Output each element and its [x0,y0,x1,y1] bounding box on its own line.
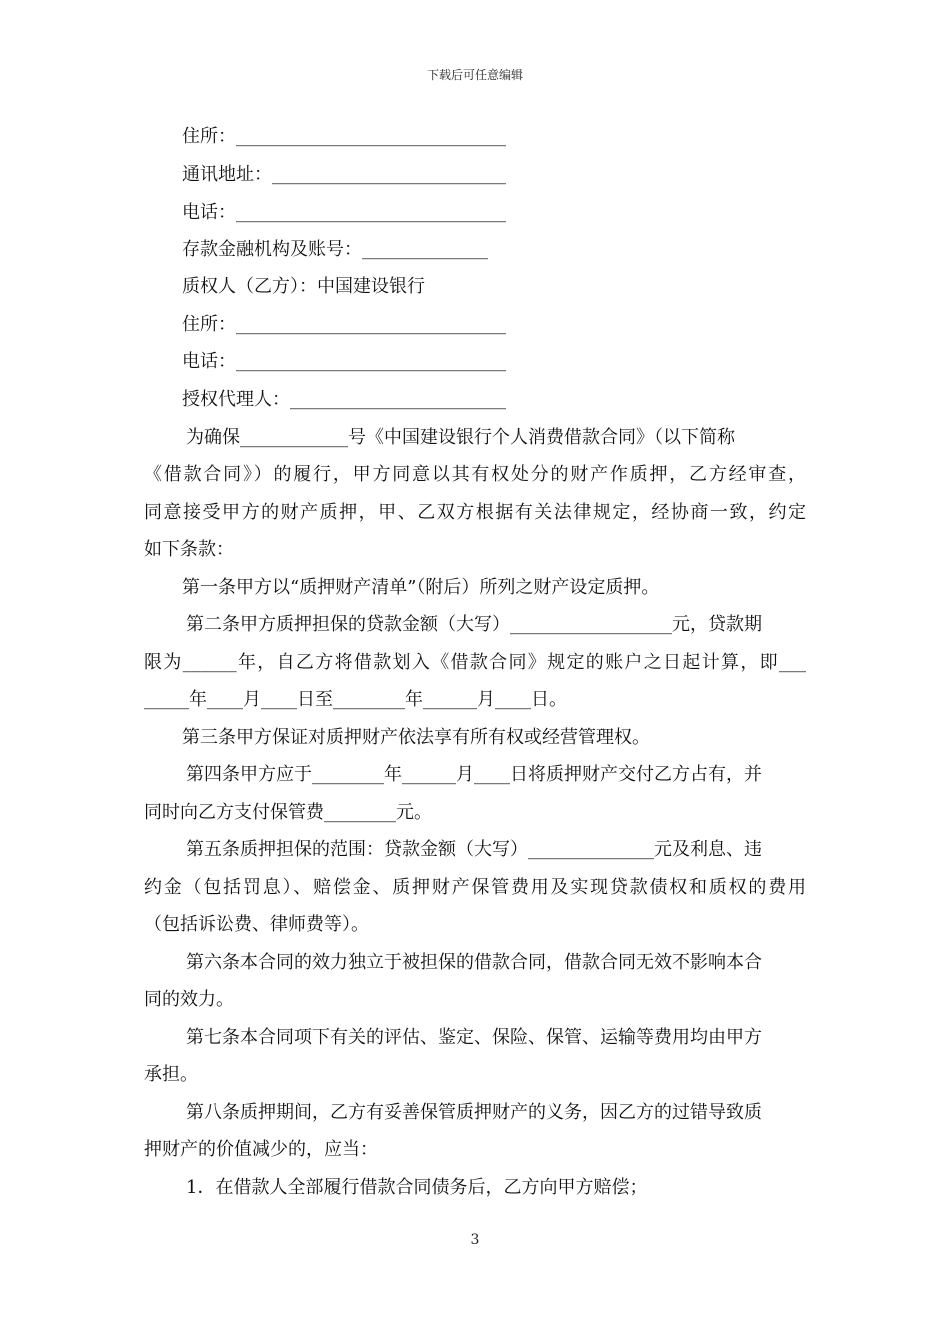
pledgee-address-field: 住所：______________________________ [182,314,506,335]
intro-line: 《借款合同》）的履行，甲方同意以其有权处分的财产作质押，乙方经审查， [144,464,806,485]
article-8-item-1: 1．在借款人全部履行借款合同债务后，乙方向甲方赔偿； [186,1177,648,1198]
article-1: 第一条甲方以“质押财产清单”（附后）所列之财产设定质押。 [182,577,660,598]
pledgee-title: 质权人（乙方）：中国建设银行 [182,276,425,297]
article-2-line: 第二条甲方质押担保的贷款金额（大写）__________________元，贷款期 [186,614,762,635]
article-7-line: 承担。 [144,1064,198,1085]
article-8-line: 押财产的价值减少的，应当： [144,1139,378,1160]
intro-line: 同意接受甲方的财产质押，甲、乙双方根据有关法律规定，经协商一致，约定 [144,502,806,523]
article-6-line: 同的效力。 [144,989,234,1010]
page-header: 下载后可任意编辑 [426,68,523,82]
article-6-line: 第六条本合同的效力独立于被担保的借款合同，借款合同无效不影响本合 [186,952,762,973]
article-8-line: 第八条质押期间，乙方有妥善保管质押财产的义务，因乙方的过错导致质 [186,1102,762,1123]
article-5-line: 约金（包括罚息）、赔偿金、质押财产保管费用及实现贷款债权和质权的费用 [144,877,806,898]
article-4-line: 同时向乙方支付保管费________元。 [144,802,432,823]
pledgee-agent-field: 授权代理人：________________________ [182,389,506,410]
pledgor-mailing-address-field: 通讯地址：__________________________ [182,164,506,185]
article-5-line: （包括诉讼费、律师费等）。 [144,914,369,935]
pledgor-phone-field: 电话：______________________________ [182,202,506,223]
intro-line: 如下条款： [144,539,234,560]
page-number: 3 [470,1232,480,1248]
pledgor-bank-account-field: 存款金融机构及账号：______________ [182,239,488,260]
article-7-line: 第七条本合同项下有关的评估、鉴定、保险、保管、运输等费用均由甲方 [186,1027,762,1048]
pledgee-phone-field: 电话：______________________________ [182,351,506,372]
intro-line: 为确保____________号《中国建设银行个人消费借款合同》（以下简称 [186,427,735,448]
article-3: 第三条甲方保证对质押财产依法享有所有权或经营管理权。 [182,727,650,748]
article-4-line: 第四条甲方应于________年______月____日将质押财产交付乙方占有，并 [186,764,762,785]
article-2-line: _____年____月____日至________年______月____日。 [144,689,567,710]
article-5-line: 第五条质押担保的范围：贷款金额（大写）______________元及利息、违 [186,839,762,860]
pledgor-address-field: 住所：______________________________ [182,126,506,147]
article-2-line: 限为______年，自乙方将借款划入《借款合同》规定的账户之日起计算，即___ [144,652,806,673]
